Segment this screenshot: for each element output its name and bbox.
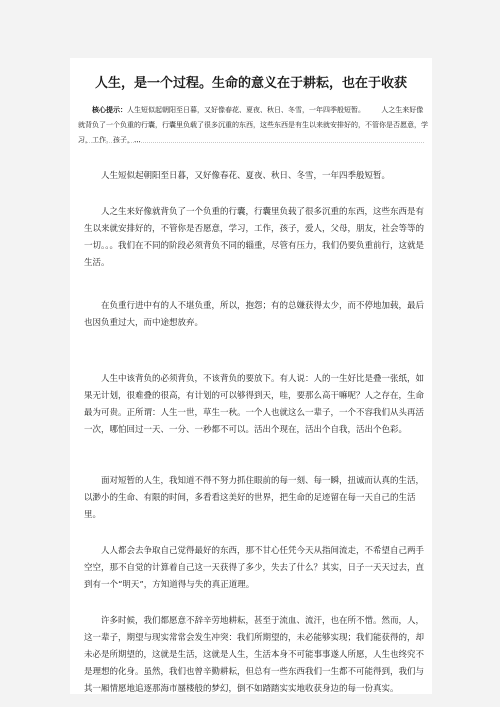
separator-line: [78, 142, 424, 143]
summary-text-continued: 人之生来好像就背负了一个负重的行囊，行囊里负载了很多沉重的东西，这些东西是有生以来就安排好的，不管你是否愿意，学习，工作，孩子，...: [78, 106, 428, 144]
paragraph-1: 人生短似起朝阳至日暮，又好像春花、夏夜、秋日、冬雪，一年四季般短暂。: [101, 171, 391, 181]
summary-label: 核心提示：: [92, 105, 127, 114]
paragraph-7: 许多时候，我们都愿意不辞辛劳地耕耘，甚至于流血、流汗，也在所不惜。然而，人，这一辈子，期望与现实常常会发生冲突：我们所期望的，未必能够实现；我们能获得的，却未必是所期望的，这就是生活，这就是人生，生活本身不可能事事遂人所愿，人生也终究不是理想的化身。虽然，我们也曾辛勤耕耘，但总有一些东西我们一生都不可能得到，我们与其一厢情愿地追逐那海市蜃楼般的梦幻，倒不如踏踏实实地收获身边的每一份真实。: [84, 616, 425, 694]
document-title: 人生，是一个过程。生命的意义在于耕耘，也在于收获: [94, 76, 407, 91]
paragraph-3: 在负重行进中有的人不堪负重，所以，抱怨；有的总嫌获得太少，而不停地加载，最后也因负重过大，而中途想放弃。: [84, 301, 425, 328]
summary-text: 人生短似起朝阳至日暮，又好像春花、夏夜、秋日、冬雪，一年四季般短暂。: [127, 106, 365, 114]
paragraph-5: 面对短暂的人生，我知道不得不努力抓住眼前的每一刻、每一瞬，扭诚而认真的生活，以渺小的生命、有限的时间，多看看这美好的世界，把生命的足迹留在每一天自己的生活里。: [84, 476, 425, 520]
document-page: [70, 58, 432, 694]
paragraph-4: 人生中该背负的必须背负，不该背负的要放下。有人说：人的一生好比是叠一张纸，如果无计划，很难叠的很高，有计划的可以够得到天，哇，要那么高干嘛呢？人之存在，生命最为可贵。正所谓：人生一世，草生一秋。一个人也就这么一辈子，一个不容我们从头再活一次，哪怕回过一天、一分、一秒都不可以。活出个现在，活出个自我，活出个色彩。: [84, 374, 425, 435]
paragraph-6: 人人都会去争取自己觉得最好的东西，那不甘心任凭今天从指间流走，不希望自己两手空空，那不自觉的计算着自己这一天获得了多少，失去了什么？其实，日子一天天过去，直到有一个“明天”，方知道得与失的真正道理。: [84, 546, 425, 590]
paragraph-2: 人之生来好像就背负了一个负重的行囊，行囊里负载了很多沉重的东西，这些东西是有生以来就安排好的，不管你是否愿意，学习，工作，孩子，爱人，父母，朋友，社会等等的一切。。。我们在不同的阶段必须背负不同的辎重，尽管有压力，我们仍要负重前行，这就是生活。: [84, 207, 425, 268]
